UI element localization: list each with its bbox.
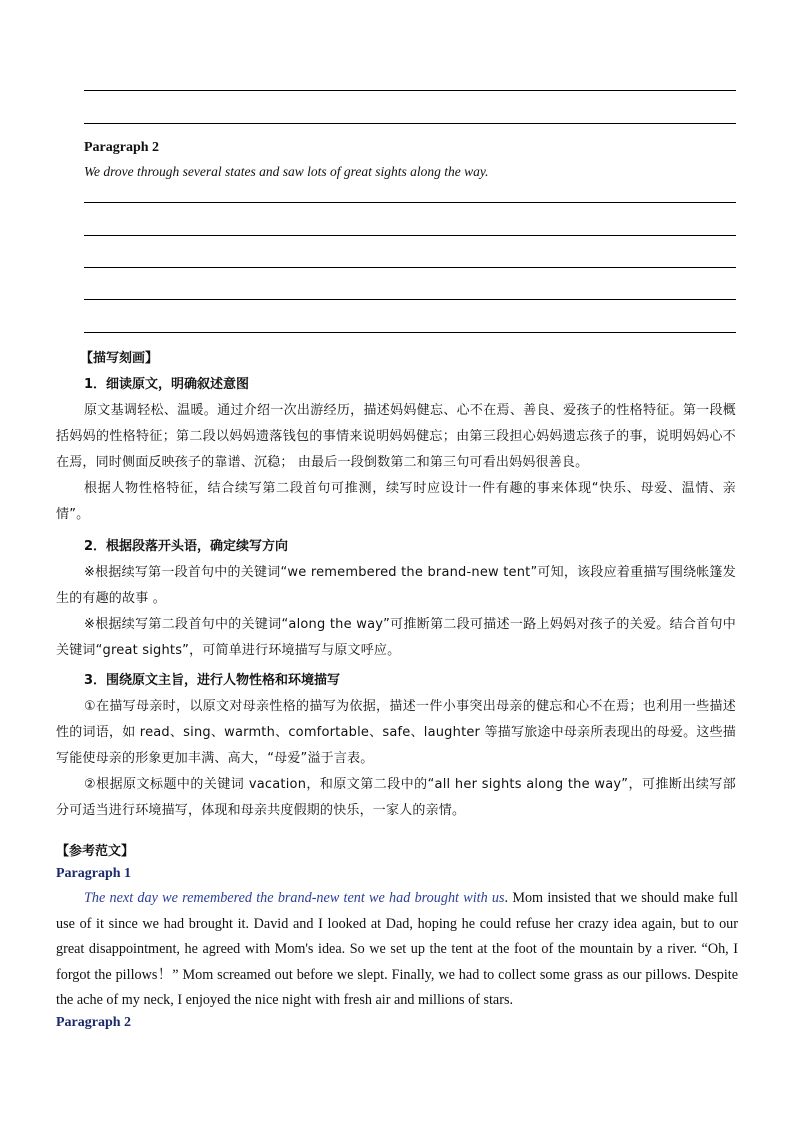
ref-paragraph1-first-sentence: The next day we remembered the brand-new tent we had brought with us <box>84 890 505 906</box>
writing-line <box>84 202 736 203</box>
paragraph2-prompt: We drove through several states and saw lots of great sights along the way. <box>84 164 489 179</box>
point-1-para-2: 根据人物性格特征，结合续写第二段首句可推测，续写时应设计一件有趣的事来体现“快乐、母爱、温情、亲情”。 <box>56 481 736 522</box>
point-3-para-1: ①在描写母亲时，以原文对母亲性格的描写为依据，描述一件小事突出母亲的健忘和心不在焉；也利用一些描述性的词语，如 read、sing、warmth、comfortable、safe、laughter 等描写旅途中母亲所表现出的母爱。这些描写能使母亲的形象更加丰满、高大，“母爱”溢于言表。 <box>56 699 736 766</box>
writing-line <box>84 123 736 124</box>
analysis-block <box>56 372 740 824</box>
ref-paragraph1-heading: Paragraph 1 <box>56 866 132 881</box>
writing-line <box>84 332 736 333</box>
writing-line <box>84 267 736 268</box>
point-2-title: 2．根据段落开头语，确定续写方向 <box>84 539 289 554</box>
point-1-para-1: 原文基调轻松、温暖。通过介绍一次出游经历，描述妈妈健忘、心不在焉、善良、爱孩子的性格特征。第一段概括妈妈的性格特征；第二段以妈妈遗落钱包的事情来说明妈妈健忘；由第三段担心妈妈遗忘孩子的事，说明妈妈心不在焉，同时侧面反映孩子的靠谱、沉稳； 由最后一段倒数第二和第三句可看出妈妈很善良。 <box>56 403 736 470</box>
point-3-title: 3．围绕原文主旨，进行人物性格和环境描写 <box>84 673 341 688</box>
writing-line <box>84 235 736 236</box>
ref-paragraph1-text <box>56 886 738 1014</box>
section-title: 【描写刻画】 <box>80 351 159 366</box>
ref-paragraph1-rest: . Mom insisted that we should make full use of it since we had brought it. David and I looked at Dad, hoping he could refuse her crazy idea again, but to our great disappointment, he agreed with Mom's idea. So we set up the tent at the foot of the mountain by a river. “Oh, I forgot the pillows！” Mom screamed out before we slept. Finally, we had to collect some grass as our pillows. Despite the ache of my neck, I enjoyed the nice night with fresh air and millions of stars. <box>56 890 738 1008</box>
point-3-para-2: ②根据原文标题中的关键词 vacation，和原文第二段中的“all her sights along the way”，可推断出续写部分可适当进行环境描写，体现和母亲共度假期的快乐，一家人的亲情。 <box>56 777 736 818</box>
point-2-para-1: ※根据续写第一段首句中的关键词“we remembered the brand-new tent”可知，该段应着重描写围绕帐篷发生的有趣的故事 。 <box>56 565 736 606</box>
writing-line <box>84 90 736 91</box>
point-1-title: 1．细读原文，明确叙述意图 <box>84 377 250 392</box>
ref-paragraph2-heading: Paragraph 2 <box>56 1015 132 1030</box>
reference-title: 【参考范文】 <box>56 844 135 859</box>
point-2-para-2: ※根据续写第二段首句中的关键词“along the way”可推断第二段可描述一路上妈妈对孩子的关爱。结合首句中关键词“great sights”，可简单进行环境描写与原文呼应。 <box>56 617 736 658</box>
paragraph2-heading: Paragraph 2 <box>84 140 160 155</box>
writing-line <box>84 299 736 300</box>
